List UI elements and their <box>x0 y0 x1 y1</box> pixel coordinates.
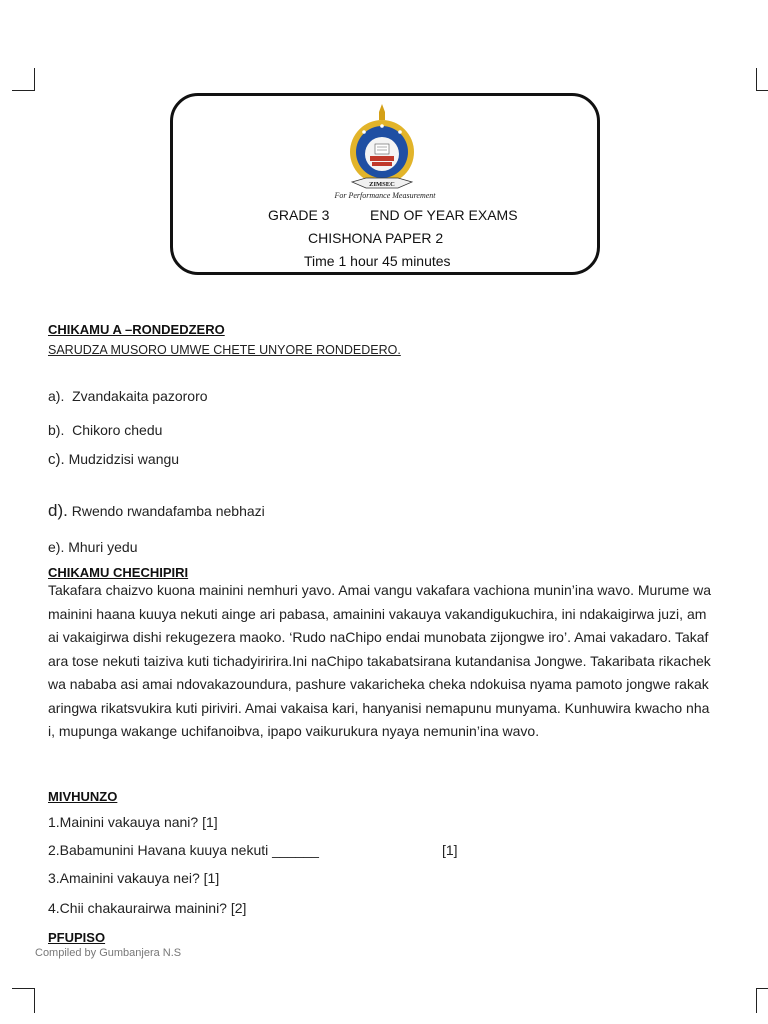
option-text: Rwendo rwandafamba nebhazi <box>71 503 265 519</box>
exam-title: END OF YEAR EXAMS <box>370 207 518 223</box>
questions-title: MIVHUNZO <box>48 789 118 804</box>
exam-header-box <box>170 93 600 275</box>
zimsec-logo-icon <box>344 102 420 192</box>
question-1: 1.Mainini vakauya nani? [1] <box>48 814 218 830</box>
comprehension-passage: Takafara chaizvo kuona mainini nemhuri yavo. Amai vangu vakafara vachiona munin’ina wavo. Murume wamainini haana kuuya nekuti ainge ari pabasa, amainini vakauya vakandigukuchira, ini ndakaigirwa juzi, amai vakaigirwa dishi rekugezera maoko. ‘Rudo naChipo endai munobata zijongwe iro’. Amai vakadaro. Takafara tose nekuti taiziva kuti tichadyiririra.Ini naChipo takabatsirana kutandanisa Jongwe. Takaribata rikachekwa nababa asi amai ndovakazoundura, pashure vakaricheka cheka ndokuisa nyama pamoto jongwe rakakaringwa rikatsvukira kuti piriviri. Amai vakaisa kari, hanyanisi nemapunu munyama. Kunhuwira kwacho nhai, mupunga wakange uchifanoibva, ipapo vaikurukura nyaya nemunin’ina wavo. <box>48 582 712 739</box>
summary-title: PFUPISO <box>48 930 106 945</box>
option-e <box>48 539 138 555</box>
compiler-credit: Compiled by Gumbanjera N.S <box>35 947 182 959</box>
crop-mark-top-left <box>12 68 35 91</box>
question-4: 4.Chii chakaurairwa mainini? [2] <box>48 900 247 916</box>
crop-mark-bottom-left <box>12 988 35 1013</box>
option-label: c). <box>48 451 65 468</box>
option-a <box>48 388 208 404</box>
svg-text:ZIMSEC: ZIMSEC <box>369 181 395 188</box>
section-b-title: CHIKAMU CHECHIPIRI <box>48 565 189 580</box>
option-b <box>48 422 162 438</box>
option-label: a). <box>48 388 65 404</box>
section-a-title: CHIKAMU A –RONDEDZERO <box>48 322 225 337</box>
logo-tagline: For Performance Measurement <box>334 191 436 200</box>
crop-mark-top-right <box>756 68 768 91</box>
option-text: Zvandakaita pazororo <box>72 388 208 404</box>
question-3: 3.Amainini vakauya nei? [1] <box>48 870 220 886</box>
option-d <box>48 501 265 521</box>
option-label: e). <box>48 539 65 555</box>
option-label: d). <box>48 501 68 520</box>
crop-mark-bottom-right <box>756 988 768 1013</box>
exam-duration: Time 1 hour 45 minutes <box>304 253 451 269</box>
paper-title: CHISHONA PAPER 2 <box>308 230 444 246</box>
question-2: 2.Babamunini Havana kuuya nekuti ______ <box>48 842 319 858</box>
option-text: Mhuri yedu <box>68 539 138 555</box>
question-2-mark: [1] <box>442 842 458 858</box>
option-label: b). <box>48 422 65 438</box>
option-text: Chikoro chedu <box>72 422 163 438</box>
section-a-instruction: SARUDZA MUSORO UMWE CHETE UNYORE RONDEDERO. <box>48 343 401 357</box>
option-text: Mudzidzisi wangu <box>68 451 180 467</box>
option-c <box>48 451 179 468</box>
grade-label: GRADE 3 <box>268 207 330 223</box>
